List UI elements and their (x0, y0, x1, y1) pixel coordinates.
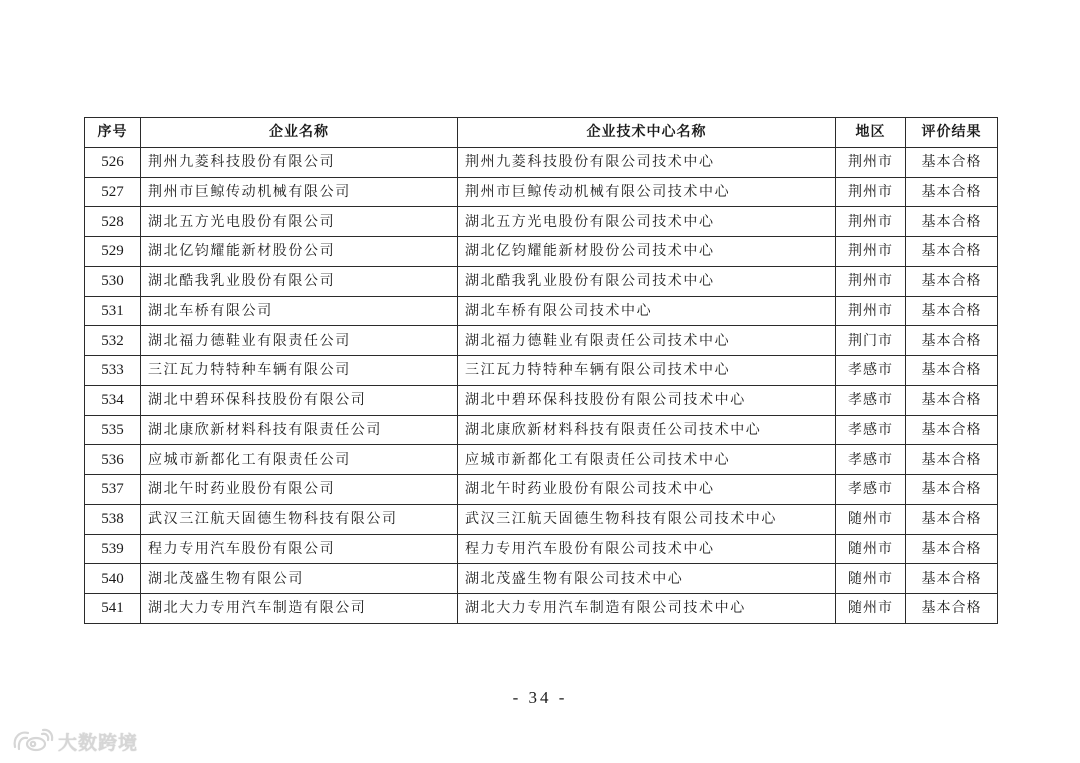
cell-company-name: 湖北午时药业股份有限公司 (141, 475, 458, 505)
cell-serial-number: 530 (85, 266, 141, 296)
table-row (85, 326, 998, 356)
table-row (85, 445, 998, 475)
cell-serial-number: 533 (85, 356, 141, 386)
cell-company-name: 武汉三江航天固德生物科技有限公司 (141, 504, 458, 534)
table-row (85, 296, 998, 326)
header-serial-number: 序号 (85, 118, 141, 148)
header-row (85, 118, 998, 148)
table-row (85, 564, 998, 594)
cell-region: 孝感市 (836, 445, 906, 475)
table-body (85, 147, 998, 623)
cell-serial-number: 534 (85, 385, 141, 415)
cell-tech-center-name: 武汉三江航天固德生物科技有限公司技术中心 (458, 504, 836, 534)
cell-company-name: 应城市新都化工有限责任公司 (141, 445, 458, 475)
cell-tech-center-name: 湖北大力专用汽车制造有限公司技术中心 (458, 594, 836, 624)
cell-tech-center-name: 荆州市巨鲸传动机械有限公司技术中心 (458, 177, 836, 207)
cell-company-name: 程力专用汽车股份有限公司 (141, 534, 458, 564)
cell-tech-center-name: 湖北酷我乳业股份有限公司技术中心 (458, 266, 836, 296)
cell-serial-number: 540 (85, 564, 141, 594)
cell-region: 孝感市 (836, 385, 906, 415)
cell-tech-center-name: 湖北车桥有限公司技术中心 (458, 296, 836, 326)
cell-evaluation-result: 基本合格 (906, 356, 998, 386)
table-row (85, 177, 998, 207)
cell-evaluation-result: 基本合格 (906, 385, 998, 415)
cell-evaluation-result: 基本合格 (906, 147, 998, 177)
cell-evaluation-result: 基本合格 (906, 594, 998, 624)
header-evaluation-result: 评价结果 (906, 118, 998, 148)
table-row (85, 475, 998, 505)
cell-evaluation-result: 基本合格 (906, 237, 998, 267)
cell-tech-center-name: 湖北中碧环保科技股份有限公司技术中心 (458, 385, 836, 415)
cell-company-name: 湖北康欣新材料科技有限责任公司 (141, 415, 458, 445)
cell-region: 荆州市 (836, 207, 906, 237)
cell-region: 随州市 (836, 504, 906, 534)
table-row (85, 356, 998, 386)
watermark-text: 大数跨境 (58, 731, 139, 754)
cell-region: 孝感市 (836, 415, 906, 445)
cell-company-name: 三江瓦力特特种车辆有限公司 (141, 356, 458, 386)
cell-evaluation-result: 基本合格 (906, 415, 998, 445)
table-row (85, 594, 998, 624)
cell-evaluation-result: 基本合格 (906, 207, 998, 237)
table-row (85, 207, 998, 237)
cell-tech-center-name: 三江瓦力特特种车辆有限公司技术中心 (458, 356, 836, 386)
cell-tech-center-name: 应城市新都化工有限责任公司技术中心 (458, 445, 836, 475)
cell-region: 随州市 (836, 594, 906, 624)
cell-region: 荆州市 (836, 237, 906, 267)
table-row (85, 504, 998, 534)
cell-serial-number: 526 (85, 147, 141, 177)
cell-serial-number: 539 (85, 534, 141, 564)
table-row (85, 147, 998, 177)
cell-evaluation-result: 基本合格 (906, 504, 998, 534)
cell-region: 荆门市 (836, 326, 906, 356)
cell-region: 孝感市 (836, 356, 906, 386)
cell-serial-number: 532 (85, 326, 141, 356)
cell-tech-center-name: 湖北午时药业股份有限公司技术中心 (458, 475, 836, 505)
cell-tech-center-name: 荆州九菱科技股份有限公司技术中心 (458, 147, 836, 177)
cell-evaluation-result: 基本合格 (906, 177, 998, 207)
cell-region: 随州市 (836, 534, 906, 564)
cell-serial-number: 537 (85, 475, 141, 505)
header-tech-center-name: 企业技术中心名称 (458, 118, 836, 148)
cell-company-name: 荆州九菱科技股份有限公司 (141, 147, 458, 177)
cell-company-name: 湖北酷我乳业股份有限公司 (141, 266, 458, 296)
cell-evaluation-result: 基本合格 (906, 564, 998, 594)
table-row (85, 385, 998, 415)
cell-tech-center-name: 湖北康欣新材料科技有限责任公司技术中心 (458, 415, 836, 445)
weibo-logo-icon (10, 727, 54, 755)
cell-evaluation-result: 基本合格 (906, 445, 998, 475)
page-number: - 34 - (512, 688, 568, 707)
cell-serial-number: 529 (85, 237, 141, 267)
company-table (84, 117, 998, 624)
cell-company-name: 荆州市巨鲸传动机械有限公司 (141, 177, 458, 207)
cell-evaluation-result: 基本合格 (906, 475, 998, 505)
table-row (85, 237, 998, 267)
cell-company-name: 湖北中碧环保科技股份有限公司 (141, 385, 458, 415)
cell-company-name: 湖北大力专用汽车制造有限公司 (141, 594, 458, 624)
cell-region: 孝感市 (836, 475, 906, 505)
cell-region: 随州市 (836, 564, 906, 594)
cell-tech-center-name: 程力专用汽车股份有限公司技术中心 (458, 534, 836, 564)
table-row (85, 266, 998, 296)
cell-tech-center-name: 湖北五方光电股份有限公司技术中心 (458, 207, 836, 237)
header-company-name: 企业名称 (141, 118, 458, 148)
cell-region: 荆州市 (836, 147, 906, 177)
table-row (85, 534, 998, 564)
cell-tech-center-name: 湖北福力德鞋业有限责任公司技术中心 (458, 326, 836, 356)
cell-evaluation-result: 基本合格 (906, 534, 998, 564)
cell-company-name: 湖北福力德鞋业有限责任公司 (141, 326, 458, 356)
cell-region: 荆州市 (836, 266, 906, 296)
cell-evaluation-result: 基本合格 (906, 296, 998, 326)
cell-region: 荆州市 (836, 296, 906, 326)
table-header (85, 118, 998, 148)
cell-region: 荆州市 (836, 177, 906, 207)
header-region: 地区 (836, 118, 906, 148)
cell-serial-number: 527 (85, 177, 141, 207)
cell-serial-number: 528 (85, 207, 141, 237)
cell-serial-number: 541 (85, 594, 141, 624)
cell-company-name: 湖北茂盛生物有限公司 (141, 564, 458, 594)
cell-tech-center-name: 湖北亿钧耀能新材股份公司技术中心 (458, 237, 836, 267)
cell-serial-number: 535 (85, 415, 141, 445)
cell-serial-number: 531 (85, 296, 141, 326)
cell-evaluation-result: 基本合格 (906, 326, 998, 356)
table-row (85, 415, 998, 445)
cell-company-name: 湖北亿钧耀能新材股份公司 (141, 237, 458, 267)
cell-company-name: 湖北车桥有限公司 (141, 296, 458, 326)
cell-evaluation-result: 基本合格 (906, 266, 998, 296)
cell-company-name: 湖北五方光电股份有限公司 (141, 207, 458, 237)
watermark (10, 726, 138, 756)
cell-serial-number: 538 (85, 504, 141, 534)
cell-tech-center-name: 湖北茂盛生物有限公司技术中心 (458, 564, 836, 594)
cell-serial-number: 536 (85, 445, 141, 475)
